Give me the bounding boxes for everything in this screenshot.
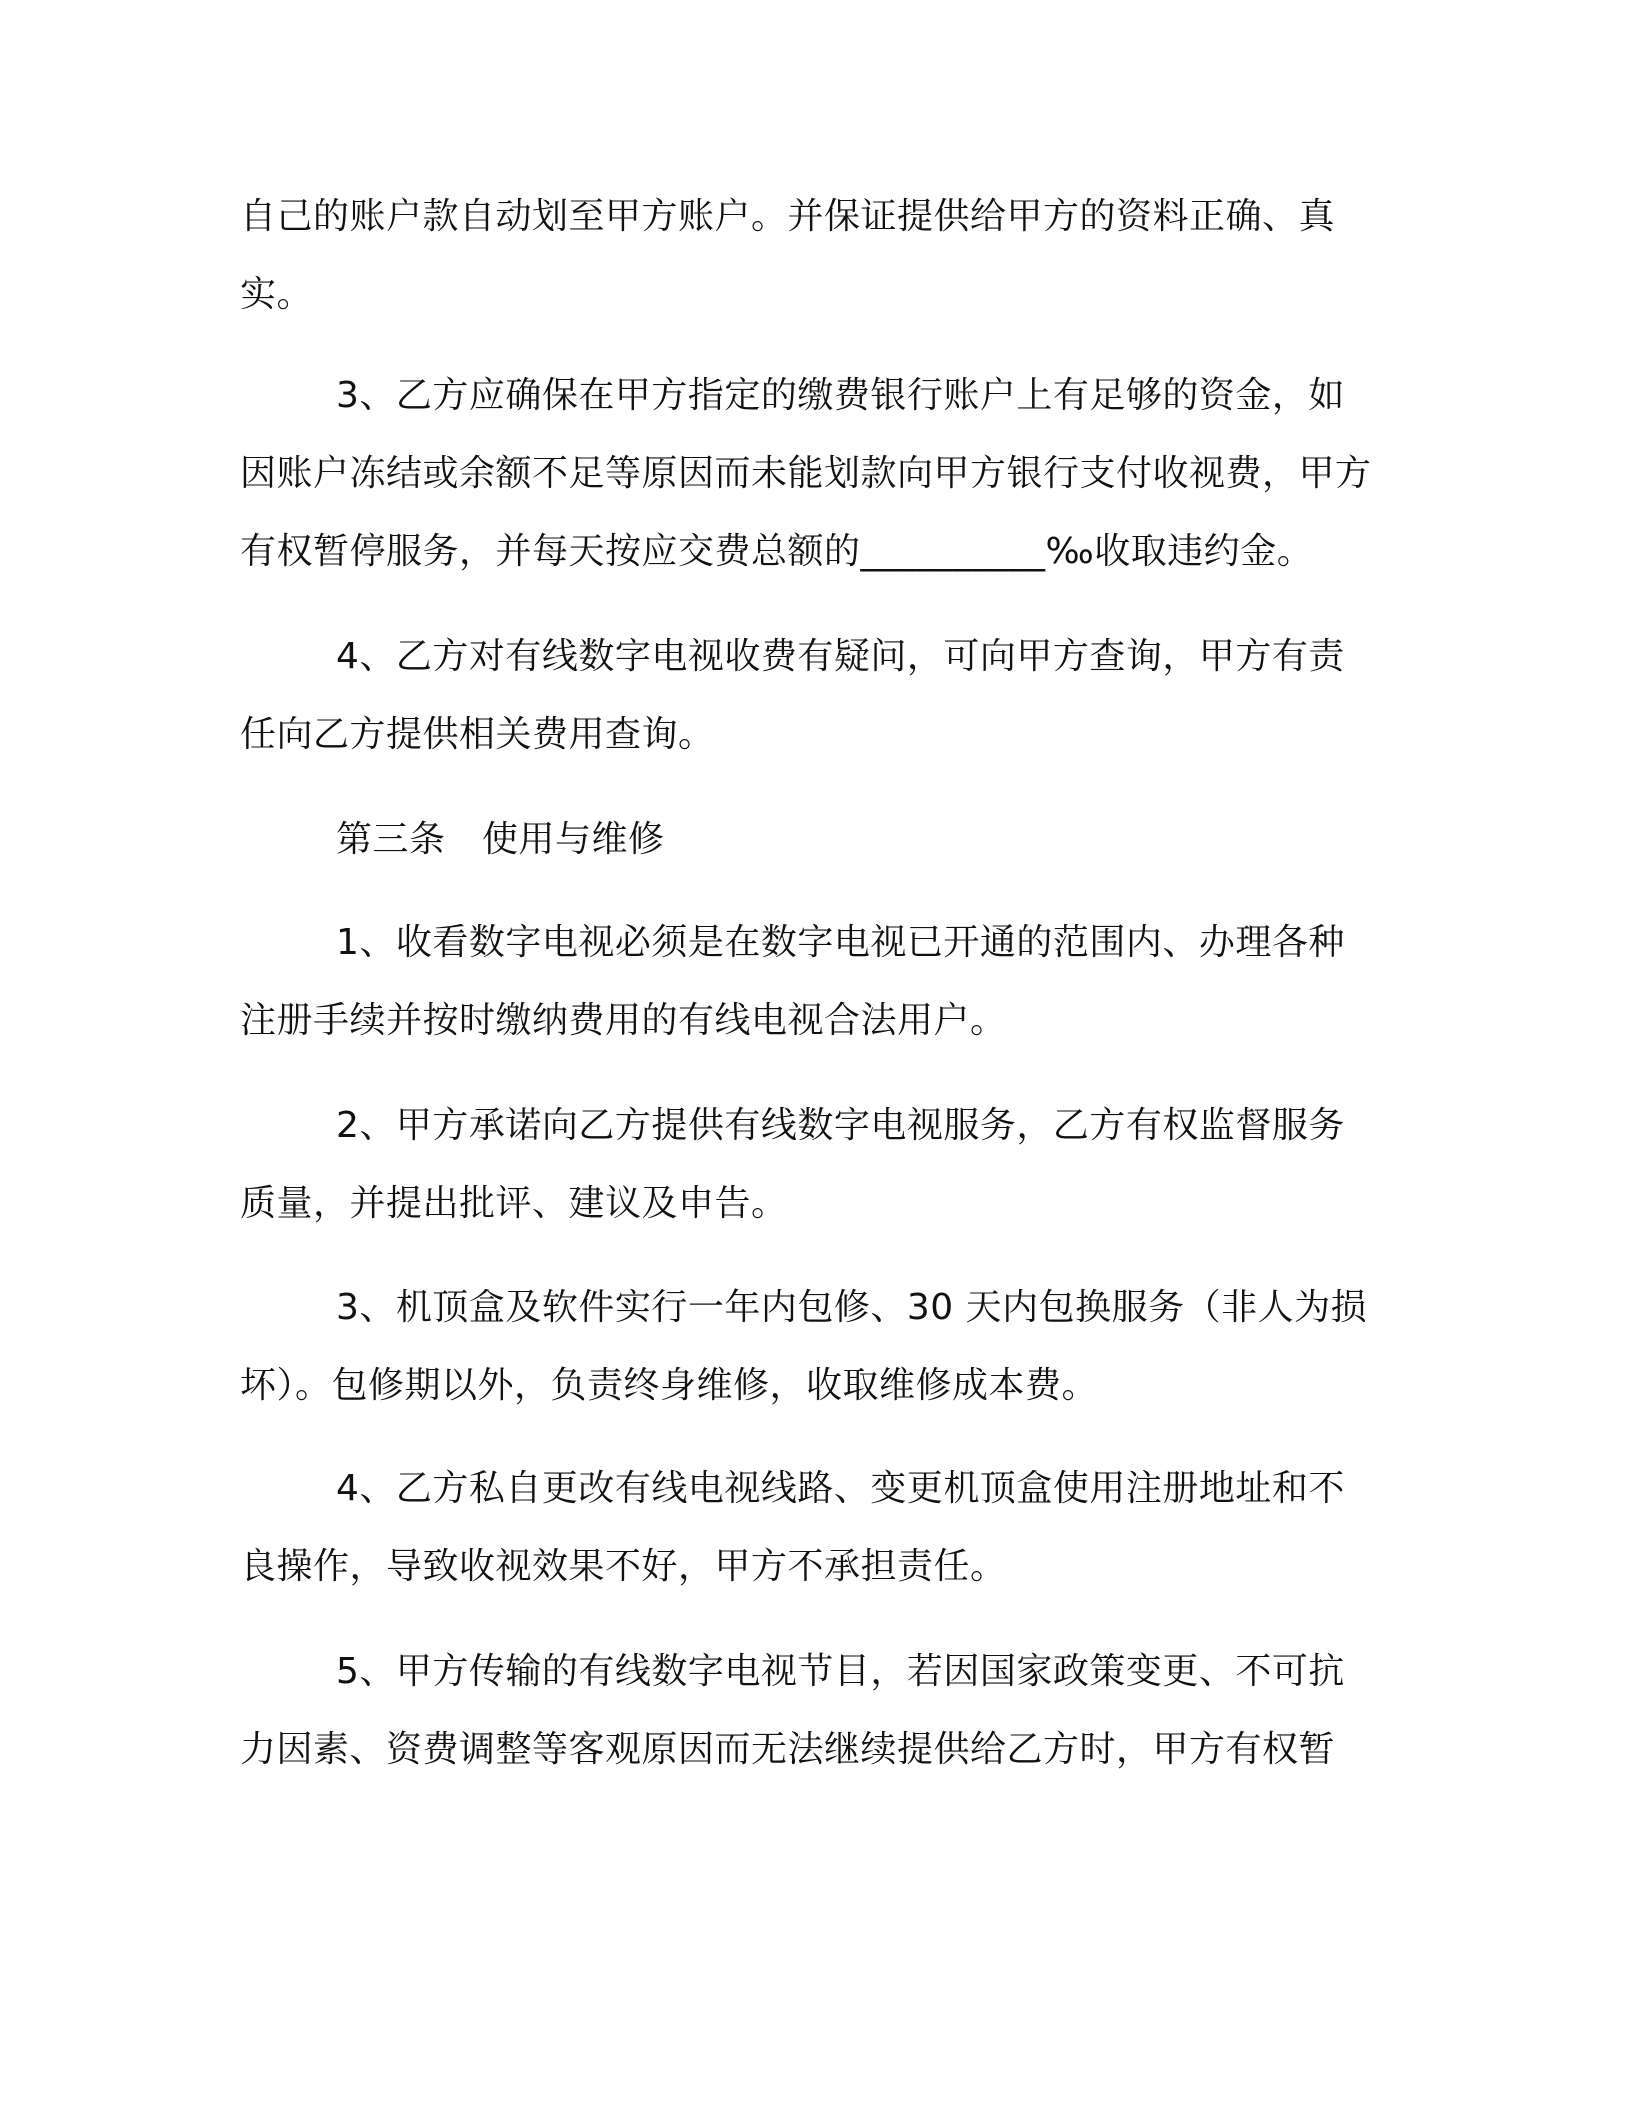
paragraph-use-clause-5: 5、甲方传输的有线数字电视节目，若因国家政策变更、不可抗力因素、资费调整等客观原因而无法继续提供给乙方时，甲方有权暂 — [240, 1651, 1345, 1770]
paragraph-clause-4-inquiry: 4、乙方对有线数字电视收费有疑问，可向甲方查询，甲方有责任向乙方提供相关费用查询。 — [240, 636, 1345, 755]
paragraph-use-clause-4: 4、乙方私自更改有线电视线路、变更机顶盒使用注册地址和不良操作，导致收视效果不好，甲方不承担责任。 — [240, 1468, 1345, 1587]
paragraph-use-clause-1: 1、收看数字电视必须是在数字电视已开通的范围内、办理各种注册手续并按时缴纳费用的有线电视合法用户。 — [240, 922, 1345, 1041]
paragraph-use-clause-3: 3、机顶盒及软件实行一年内包修、30 天内包换服务（非人为损坏）。包修期以外，负责终身维修，收取维修成本费。 — [240, 1287, 1368, 1406]
section-heading-article-3: 第三条 使用与维修 — [336, 819, 665, 860]
paragraph-account-transfer: 自己的账户款自动划至甲方账户。并保证提供给甲方的资料正确、真实。 — [240, 196, 1336, 315]
paragraph-clause-3-funds: 3、乙方应确保在甲方指定的缴费银行账户上有足够的资金，如因账户冻结或余额不足等原因而未能划款向甲方银行支付收视费，甲方有权暂停服务，并每天按应交费总额的__________‰收取违约金。 — [240, 375, 1372, 572]
paragraph-use-clause-2: 2、甲方承诺向乙方提供有线数字电视服务，乙方有权监督服务质量，并提出批评、建议及申告。 — [240, 1105, 1345, 1224]
